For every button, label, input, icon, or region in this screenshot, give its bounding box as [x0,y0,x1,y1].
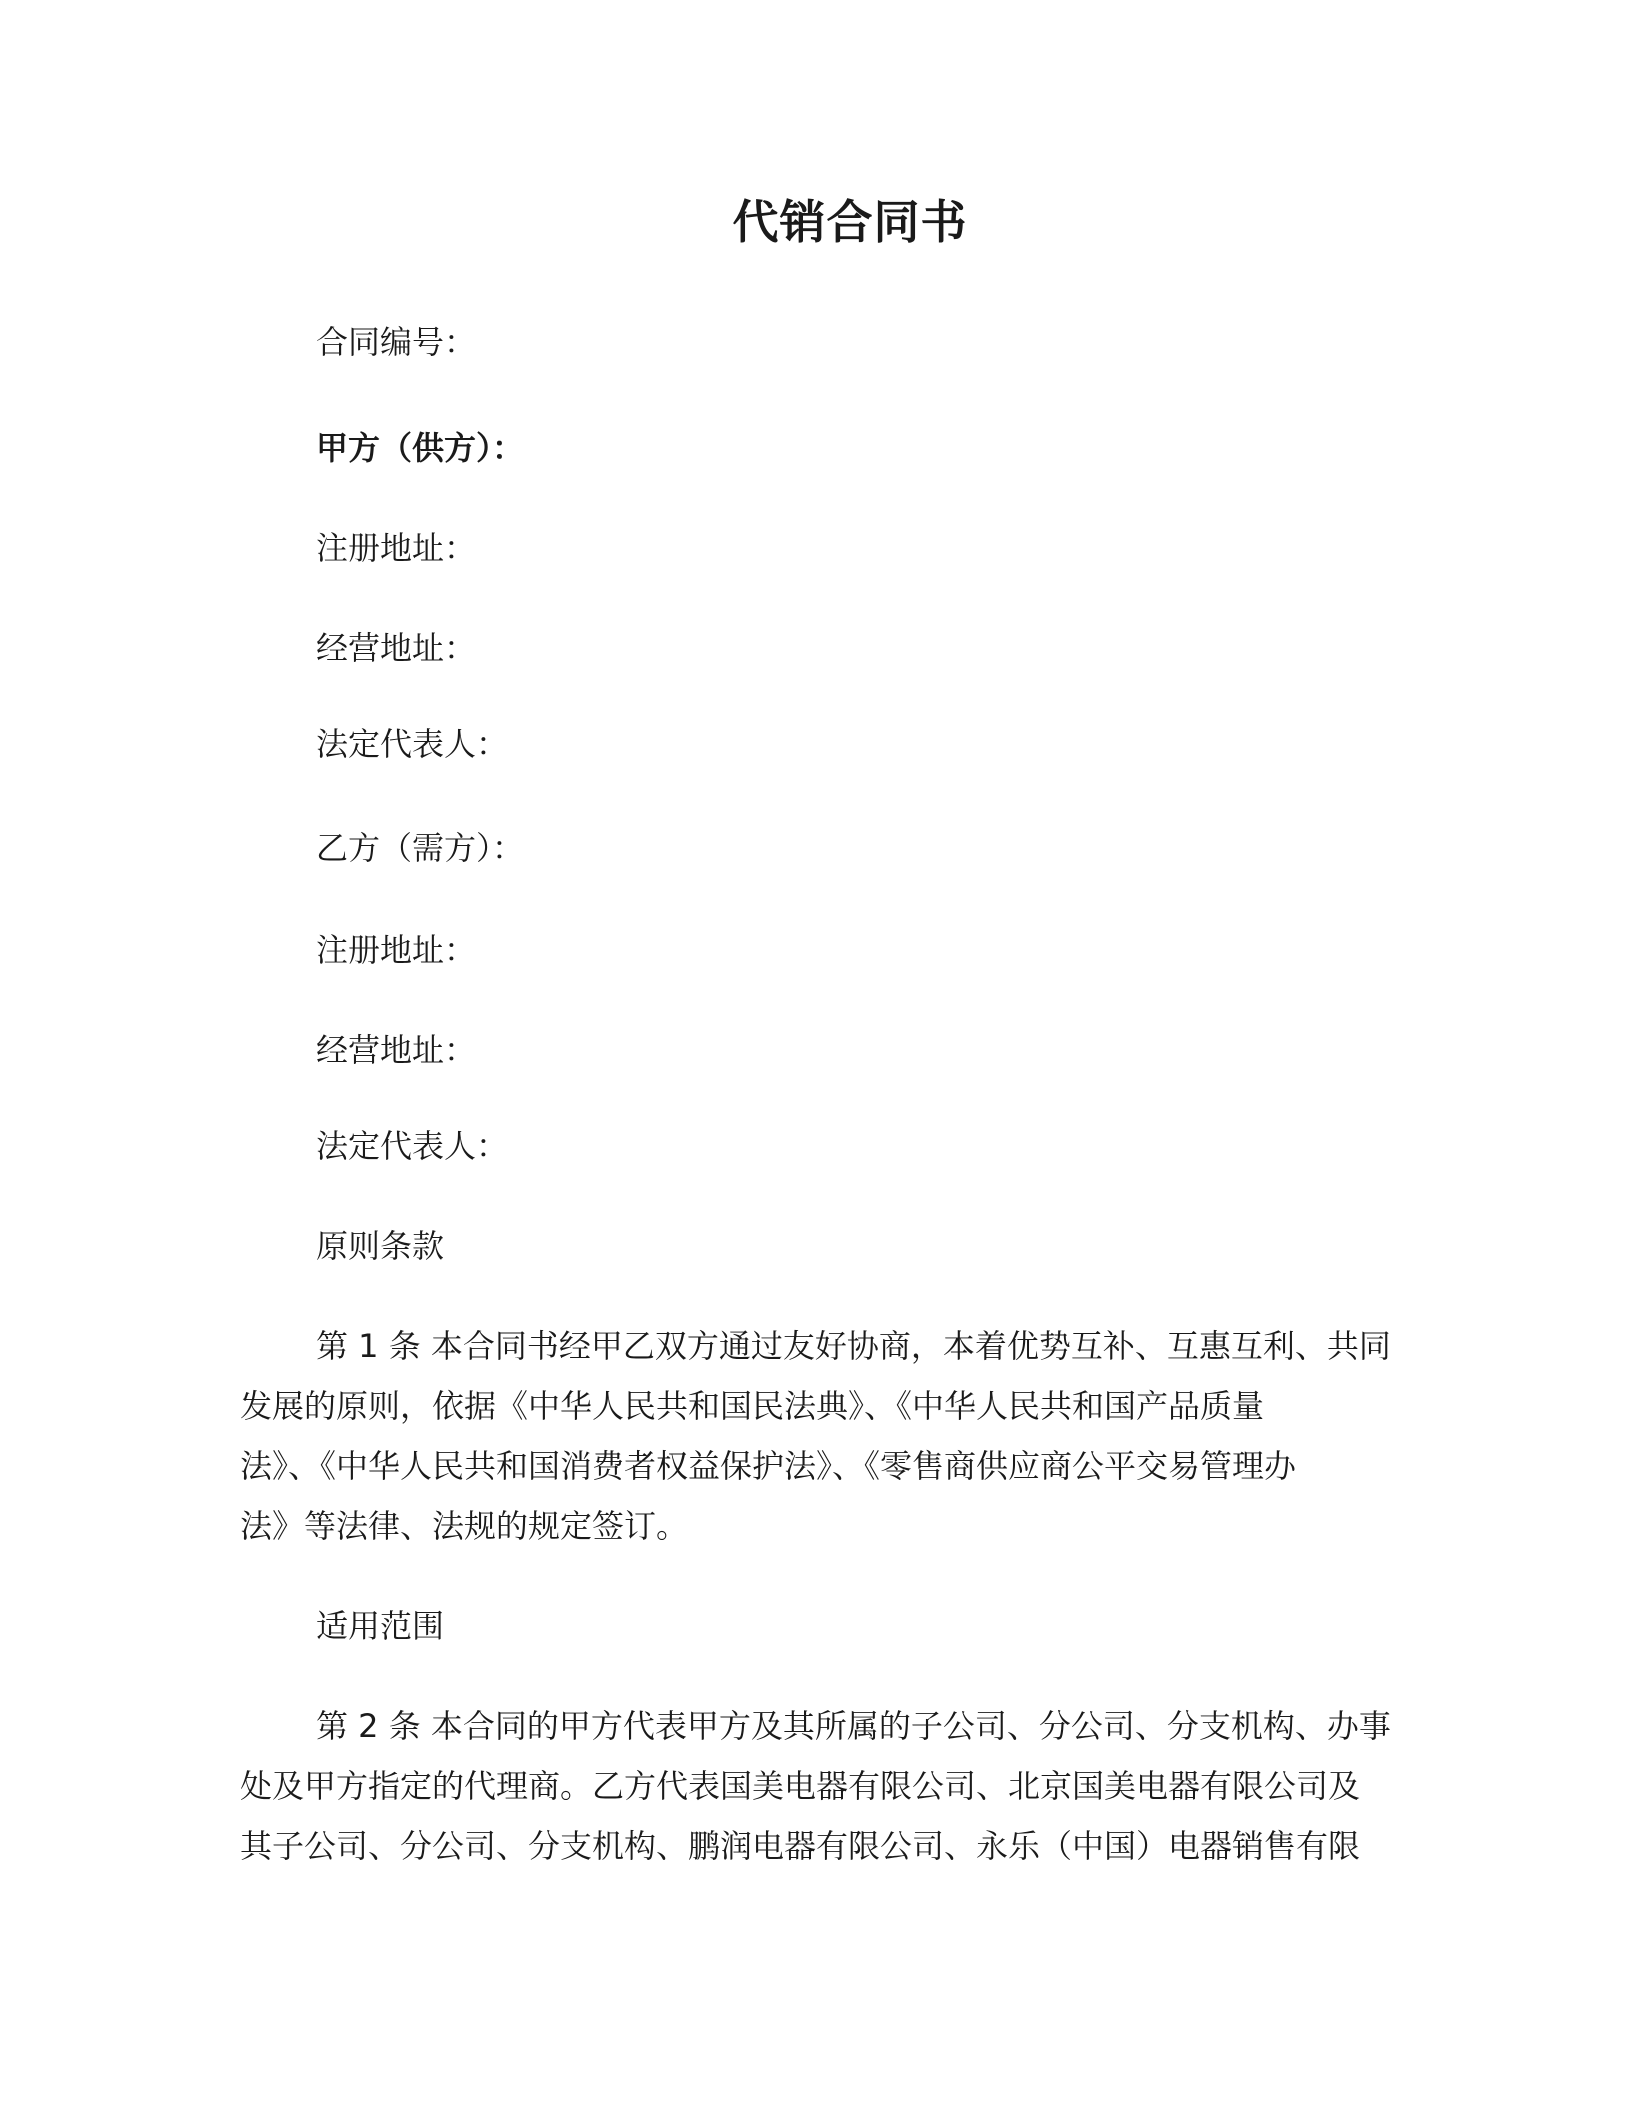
party-a-legal-representative: 法定代表人： [316,725,509,763]
party-b-business-address: 经营地址： [316,1031,477,1069]
party-a-label: 甲方（供方）： [316,429,525,467]
article-1-line: 法》、《中华人民共和国消费者权益保护法》、《零售商供应商公平交易管理办 [240,1447,1297,1485]
document-title: 代销合同书 [732,195,968,249]
party-a-registered-address: 注册地址： [316,529,477,567]
contract-number-label: 合同编号： [316,323,477,361]
party-b-label: 乙方（需方）： [316,829,525,867]
article-2-line: 第 2 条 本合同的甲方代表甲方及其所属的子公司、分公司、分支机构、办事 [316,1707,1391,1745]
article-2-paragraph [240,1696,1391,1876]
party-a-business-address: 经营地址： [316,629,477,667]
article-1-line: 第 1 条 本合同书经甲乙双方通过友好协商，本着优势互补、互惠互利、共同 [316,1327,1391,1365]
party-b-registered-address: 注册地址： [316,931,477,969]
section-heading-principles: 原则条款 [316,1227,445,1265]
section-heading-scope: 适用范围 [316,1607,445,1645]
party-b-legal-representative: 法定代表人： [316,1127,509,1165]
article-1-line: 发展的原则，依据《中华人民共和国民法典》、《中华人民共和国产品质量 [240,1387,1265,1425]
article-2-line: 其子公司、分公司、分支机构、鹏润电器有限公司、永乐（中国）电器销售有限 [240,1827,1361,1865]
article-1-paragraph [240,1316,1391,1556]
article-1-line: 法》等法律、法规的规定签订。 [240,1507,689,1545]
article-2-line: 处及甲方指定的代理商。乙方代表国美电器有限公司、北京国美电器有限公司及 [240,1767,1361,1805]
